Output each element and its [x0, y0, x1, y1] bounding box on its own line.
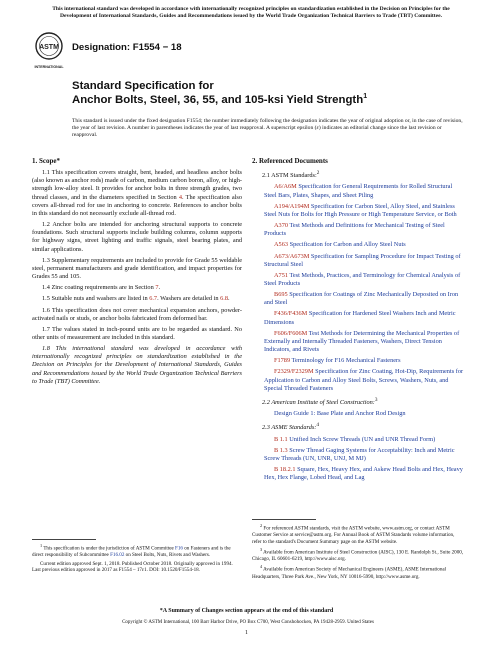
para-1-6: 1.6 This specification does not cover mechanical expansion anchors, powder-activated nails or studs, or anchor bolts fabricated from deformed bar. — [32, 306, 242, 322]
asme-subheading: 2.3 ASME Standards:$^4$ — [262, 422, 320, 432]
asme-ref-code[interactable]: B 18.2.1 — [274, 465, 296, 473]
astm-ref-code[interactable]: A673/A673M — [274, 252, 310, 260]
footnote-rule — [32, 539, 96, 540]
tbt-notice: This international standard was developed in accordance with internationally recognized principles on standardization established in the Decision on Principles for the Development of International Standards, Guides and Recommendations issued by the World Trade Organization Technical Barriers to Trade (TBT) Committee. — [52, 6, 450, 19]
footnote-4: $^4$ Available from American Society of Mechanical Engineers (ASME), ASME International Headquarters, Three Park Ave., New York, NY 10016-5990, http://www.asme.org. — [252, 564, 447, 580]
left-footnotes — [32, 539, 242, 575]
astm-ref-item[interactable] — [252, 310, 464, 326]
astm-ref-title[interactable]: Specification for Sampling Procedure for Impact Testing of Structural Steel — [264, 252, 461, 268]
astm-ref-title[interactable]: Test Methods for Determining the Mechanical Properties of Externally and Internally Threaded Fasteners, Washers, Direct Tension Indicators, and Rivets — [264, 329, 460, 354]
footnote-2: $^2$ For referenced ASTM standards, visit the ASTM website, www.astm.org, or contact ASTM Customer Service at service@astm.org. For Annual Book of ASTM Standards volume information, refer to the standard's Document Summary page on the ASTM website. — [252, 523, 455, 545]
asme-ref-title[interactable]: Square, Hex, Heavy Hex, and Askew Head Bolts and Hex, Heavy Hex, Hex Flange, Lobed Head, and Lag — [264, 465, 463, 482]
asme-reference-list — [252, 436, 464, 483]
left-column — [32, 157, 242, 389]
aisc-subheading: 2.2 American Institute of Steel Construction:$^3$ — [262, 396, 378, 406]
asme-ref-item[interactable] — [252, 436, 464, 444]
title-text: Anchor Bolts, Steel, 36, 55, and 105-ksi Yield Strength — [72, 94, 364, 106]
footnote-1-edition: Current edition approved Sept. 1, 2018. Published October 2018. Originally approved in 1994. Last previous edition approved in 2017 as F1554 – 17ε1. DOI: 10.1520/F1554-18. — [32, 560, 233, 573]
svg-text:INTERNATIONAL: INTERNATIONAL — [34, 65, 64, 69]
astm-ref-code[interactable]: A6/A6M — [274, 183, 297, 191]
footnote-3: $^3$ Available from American Institute of Steel Construction (AISC), 130 E. Randolph St., Suite 2000, Chicago, IL 60601-6219, http://www.aisc.org. — [252, 546, 464, 562]
footnote-rule — [252, 519, 316, 520]
para-1-2: 1.2 Anchor bolts are intended for anchoring structural supports to concrete foundations. Such structural supports include building columns, column supports for highway signs, street lighting and traffic signals, steel bearing plates, and similar applications. — [32, 221, 242, 253]
link-f16[interactable]: F16 — [175, 545, 183, 552]
astm-ref-title[interactable]: Specification for General Requirements for Rolled Structural Steel Bars, Plates, Shapes, and Sheet Piling — [264, 183, 453, 199]
aisc-design-guide[interactable]: Design Guide 1: Base Plate and Anchor Rod Design — [274, 410, 406, 418]
link-6-7[interactable]: 6.7 — [149, 295, 158, 303]
astm-ref-code[interactable]: A751 — [274, 271, 288, 279]
asme-ref-title[interactable]: Unified Inch Screw Threads (UN and UNR Thread Form) — [287, 435, 436, 443]
title-footnote-marker: 1 — [363, 93, 368, 101]
right-column — [252, 157, 464, 485]
astm-standards-subheading: 2.1 ASTM Standards:$^2$ — [262, 170, 320, 180]
link-section-7[interactable]: 7 — [155, 284, 159, 292]
asme-ref-item[interactable] — [252, 447, 464, 463]
astm-ref-item[interactable] — [252, 203, 464, 219]
svg-text:ASTM: ASTM — [39, 44, 59, 51]
astm-ref-item[interactable] — [252, 253, 464, 269]
astm-reference-list — [252, 183, 464, 392]
footnote-1: $^1$ This specification is under the jurisdiction of ASTM Committee F16 on Fasteners and is the direct responsibility of Subcommittee F16.02 on Steel Bolts, Nuts, Rivets and Washers. — [32, 543, 231, 559]
astm-ref-code[interactable]: F606/F606M — [274, 329, 308, 337]
asme-ref-code[interactable]: B 1.1 — [274, 435, 288, 443]
astm-ref-title[interactable]: Specification for Zinc Coating, Hot-Dip, Requirements for Application to Carbon and Alloy Steel Bolts, Screws, Washers, Nuts, and Special Threaded Fasteners — [264, 368, 464, 392]
right-footnotes — [252, 519, 464, 582]
astm-ref-item[interactable] — [252, 272, 464, 288]
astm-logo — [34, 30, 64, 74]
issued-note: This standard is issued under the fixed designation F1554; the number immediately following the designation indicates the year of original adoption or, in the case of revision, the year of last revision. A number in parentheses indicates the year of last reapproval. A superscript epsilon (ε) indicates an editorial change since the last revision or reapproval. — [72, 118, 463, 139]
page-number: 1 — [245, 630, 248, 636]
astm-ref-code[interactable]: A563 — [274, 241, 288, 249]
astm-ref-code[interactable]: A194/A194M — [274, 202, 310, 210]
astm-ref-title[interactable]: Specification for Carbon and Alloy Steel Nuts — [288, 241, 406, 249]
astm-ref-item[interactable] — [252, 241, 464, 249]
astm-ref-item[interactable] — [252, 330, 464, 354]
astm-ref-item[interactable] — [252, 183, 464, 199]
link-section-4[interactable]: 4 — [178, 193, 182, 201]
title-line-2 — [72, 94, 367, 106]
para-1-5: 1.5 Suitable nuts and washers are listed in 6.7. Washers are detailed in 6.8. — [42, 295, 230, 303]
astm-ref-code[interactable]: A370 — [274, 222, 288, 230]
para-1-1: 1.1 This specification covers straight, bent, headed, and headless anchor bolts (also known as anchor rods) made of carbon, medium carbon boron, alloy, or high-strength low-alloy steel. It provides for anchor bolts in three strength grades, two thread classes, and in the diameters specified in Section 4. The specification also covers all-thread rod for use in anchoring to concrete. References to anchor bolts in this standard do not necessarily exclude all-thread rod. — [32, 169, 242, 217]
astm-ref-title[interactable]: Terminology for F16 Mechanical Fasteners — [290, 357, 401, 365]
astm-ref-title[interactable]: Specification for Hardened Steel Washers Inch and Metric Dimensions — [264, 310, 456, 326]
summary-of-changes-note: *A Summary of Changes section appears at the end of this standard — [159, 608, 334, 614]
astm-ref-title[interactable]: Test Methods, Practices, and Terminology for Chemical Analysis of Steel Products — [264, 271, 461, 287]
designation: Designation: F1554 − 18 — [72, 42, 182, 53]
copyright-line: Copyright © ASTM International, 100 Barr Harbor Drive, PO Box C700, West Conshohocken, PA 19428-2959. United States — [122, 620, 374, 625]
astm-ref-title[interactable]: Specification for Coatings of Zinc Mechanically Deposited on Iron and Steel — [264, 291, 459, 307]
astm-ref-code[interactable]: B695 — [274, 291, 288, 299]
astm-ref-item[interactable] — [252, 222, 464, 238]
para-1-8: 1.8 This international standard was developed in accordance with internationally recognized principles on standardization established in the Decision on Principles for the Development of International Standards, Guides and Recommendations issued by the World Trade Organization Technical Barriers to Trade (TBT) Committee. — [32, 345, 242, 385]
astm-ref-item[interactable] — [252, 357, 464, 365]
astm-ref-code[interactable]: F1789 — [274, 357, 291, 365]
link-6-8[interactable]: 6.8 — [220, 295, 228, 303]
astm-ref-item[interactable] — [252, 368, 464, 392]
astm-ref-code[interactable]: F2329/F2329M — [274, 368, 314, 376]
astm-ref-title[interactable]: Test Methods and Definitions for Mechanical Testing of Steel Products — [264, 222, 445, 238]
para-1-7: 1.7 The values stated in inch-pound units are to be regarded as standard. No other units of measurement are included in this standard. — [32, 325, 242, 341]
astm-ref-item[interactable] — [252, 291, 464, 307]
asme-ref-code[interactable]: B 1.3 — [274, 446, 288, 454]
asme-ref-item[interactable] — [252, 466, 464, 482]
title-line-1: Standard Specification for — [72, 80, 214, 92]
para-1-4: 1.4 Zinc coating requirements are in Section 7. — [42, 284, 161, 292]
para-1-3: 1.3 Supplementary requirements are included to provide for Grade 55 weldable steel, permanent manufacturers and grade identification, and impact properties for Grades 55 and 105. — [32, 256, 242, 281]
asme-ref-title[interactable]: Screw Thread Gaging Systems for Acceptability: Inch and Metric Screw Threads (UN, UNR, UNJ, M MJ) — [264, 446, 455, 462]
refs-heading: 2. Referenced Documents — [252, 157, 328, 165]
link-f16-02[interactable]: F16.02 — [110, 552, 125, 559]
scope-heading: 1. Scope* — [32, 157, 60, 165]
astm-ref-code[interactable]: F436/F436M — [274, 310, 308, 318]
astm-ref-title[interactable]: Specification for Carbon Steel, Alloy Steel, and Stainless Steel Nuts for Bolts for High Pressure or High Temperature Service, or Both — [264, 202, 457, 218]
